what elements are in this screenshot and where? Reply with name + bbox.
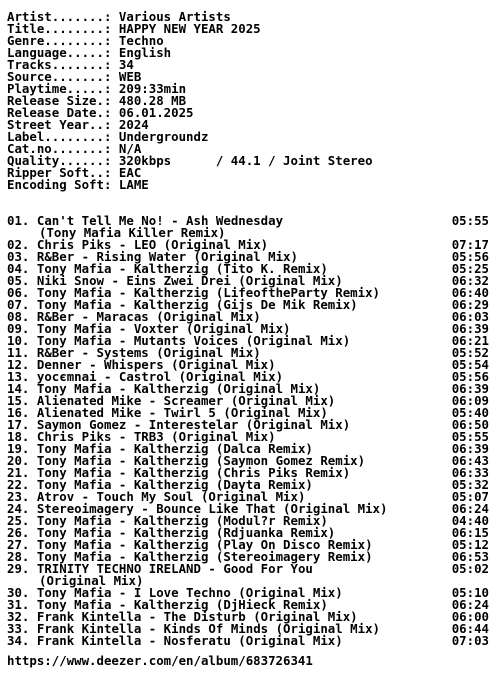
track-number: 28. (7, 549, 30, 564)
info-separator: : (103, 165, 119, 180)
track-duration: 05:10 (451, 585, 489, 600)
track-title: Atrov - Touch My Soul (Original Mix) (36, 489, 306, 504)
track-number: 27. (7, 537, 30, 552)
info-separator: : (103, 177, 119, 192)
track-duration: 07:03 (451, 633, 489, 648)
track-duration: 06:50 (451, 417, 489, 432)
track-title: Niki Snow - Eins Zwei Drei (Original Mix) (36, 273, 343, 288)
info-separator: : (103, 9, 119, 24)
track-duration: 05:54 (451, 357, 489, 372)
track-title-line (7, 635, 343, 647)
track-title: Stereoimagery - Bounce Like That (Original Mix) (36, 501, 388, 516)
track-number: 34. (7, 633, 30, 648)
info-value: 320kbps / 44.1 / Joint Stereo (118, 153, 373, 168)
info-label: Street Year.. (7, 117, 104, 132)
track-subtitle: (Tony Mafia Killer Remix) (39, 225, 226, 240)
track-duration: 06:39 (451, 441, 489, 456)
track-number: 10. (7, 333, 30, 348)
track-number: 03. (7, 249, 30, 264)
info-separator: : (103, 141, 119, 156)
info-value: EAC (118, 165, 142, 180)
info-value: 06.01.2025 (118, 105, 194, 120)
track-duration: 05:56 (451, 369, 489, 384)
track-title: Tony Mafia - Kaltherzig (Gijs De Mik Remix) (36, 297, 358, 312)
info-separator: : (103, 117, 119, 132)
track-duration: 05:55 (451, 213, 489, 228)
nfo-document (7, 11, 489, 667)
track-title: Tony Mafia - Kaltherzig (Chris Piks Remix) (36, 465, 351, 480)
track-duration: 05:32 (451, 477, 489, 492)
track-number: 05. (7, 273, 30, 288)
info-label: Label........ (7, 129, 104, 144)
info-label: Encoding Soft (7, 177, 104, 192)
track-duration: 06:44 (451, 621, 489, 636)
track-title: Tony Mafia - Kaltherzig (Dalca Remix) (36, 441, 313, 456)
track-duration: 06:03 (451, 309, 489, 324)
info-label: Title........ (7, 21, 104, 36)
track-title: Saymon Gomez - Interestelar (Original Mix) (36, 417, 351, 432)
track-title: Tony Mafia - Kaltherzig (Modul?r Remix) (36, 513, 328, 528)
info-label: Release Size. (7, 93, 104, 108)
track-duration: 06:40 (451, 285, 489, 300)
track-title: Tony Mafia - Kaltherzig (Tito K. Remix) (36, 261, 328, 276)
track-duration: 06:15 (451, 525, 489, 540)
info-label: Release Date. (7, 105, 104, 120)
track-title: Can't Tell Me No! - Ash Wednesday (36, 213, 284, 228)
track-title: Tony Mafia - Kaltherzig (Play On Disco Remix) (36, 537, 373, 552)
info-separator: : (103, 21, 119, 36)
info-label: Tracks....... (7, 57, 104, 72)
track-duration: 06:21 (451, 333, 489, 348)
track-duration: 06:32 (451, 273, 489, 288)
track-duration: 06:29 (451, 297, 489, 312)
info-label: Quality...... (7, 153, 104, 168)
info-value: 34 (118, 57, 134, 72)
track-number: 13. (7, 369, 30, 384)
track-number: 24. (7, 501, 30, 516)
info-separator: : (103, 153, 119, 168)
info-value: LAME (118, 177, 149, 192)
track-number: 17. (7, 417, 30, 432)
track-duration: 06:33 (451, 465, 489, 480)
track-number: 30. (7, 585, 30, 600)
track-title: Frank Kintella - The Disturb (Original Mix) (36, 609, 358, 624)
info-label: Playtime..... (7, 81, 104, 96)
track-title: TRINITY TECHNO IRELAND - Good For You (36, 561, 313, 576)
info-line (7, 179, 489, 191)
track-title: R&Ber - Rising Water (Original Mix) (36, 249, 298, 264)
track-title: Tony Mafia - Kaltherzig (Saymon Gomez Remix) (36, 453, 366, 468)
track-title: Tony Mafia - Mutants Voices (Original Mix) (36, 333, 351, 348)
track-number: 15. (7, 393, 30, 408)
tracklist (7, 215, 489, 647)
track-number: 19. (7, 441, 30, 456)
track-number: 12. (7, 357, 30, 372)
track-duration: 06:43 (451, 453, 489, 468)
track-number: 33. (7, 621, 30, 636)
track-number: 01. (7, 213, 30, 228)
track-duration: 05:56 (451, 249, 489, 264)
track-title: Tony Mafia - Kaltherzig (LifeoftheParty Remix) (36, 285, 381, 300)
track-title: R&Ber - Systems (Original Mix) (36, 345, 261, 360)
track-number: 31. (7, 597, 30, 612)
release-info-block (7, 11, 489, 191)
track-number: 32. (7, 609, 30, 624)
track-title: Frank Kintella - Kinds Of Minds (Original Mix) (36, 621, 381, 636)
track-duration: 06:39 (451, 381, 489, 396)
track-title: Denner - Whispers (Original Mix) (36, 357, 276, 372)
info-separator: : (103, 33, 119, 48)
track-number: 23. (7, 489, 30, 504)
source-url[interactable]: https://www.deezer.com/en/album/683726341 (7, 653, 313, 668)
track-number: 06. (7, 285, 30, 300)
info-label: Cat.no....... (7, 141, 104, 156)
track-title: Tony Mafia - Kaltherzig (Dayta Remix) (36, 477, 313, 492)
track-duration: 06:24 (451, 501, 489, 516)
info-value: Techno (118, 33, 164, 48)
info-separator: : (103, 93, 119, 108)
track-duration: 05:02 (451, 561, 489, 576)
track-duration: 07:17 (451, 237, 489, 252)
track-number: 04. (7, 261, 30, 276)
track-duration: 06:53 (451, 549, 489, 564)
track-duration: 05:25 (451, 261, 489, 276)
track-title: Tony Mafia - Kaltherzig (Original Mix) (36, 381, 321, 396)
info-label: Artist....... (7, 9, 104, 24)
track-duration: 05:55 (451, 429, 489, 444)
info-value: 480.28 MB (118, 93, 187, 108)
track-duration: 06:39 (451, 321, 489, 336)
track-title: Alienated Mike - Twirl 5 (Original Mix) (36, 405, 328, 420)
track-duration: 05:12 (451, 537, 489, 552)
track-title: Chris Piks - LEO (Original Mix) (36, 237, 269, 252)
track-number: 29. (7, 561, 30, 576)
track-title: Alienated Mike - Screamer (Original Mix) (36, 393, 336, 408)
track-number: 20. (7, 453, 30, 468)
track-number: 02. (7, 237, 30, 252)
section-gap (7, 191, 489, 215)
info-value: English (118, 45, 172, 60)
track-number: 21. (7, 465, 30, 480)
info-value: WEB (118, 69, 142, 84)
info-separator: : (103, 57, 119, 72)
info-value: 209:33min (118, 81, 187, 96)
track-duration: 05:52 (451, 345, 489, 360)
info-separator: : (103, 81, 119, 96)
info-value: HAPPY NEW YEAR 2025 (118, 21, 261, 36)
info-label: Language..... (7, 45, 104, 60)
info-value: Various Artists (118, 9, 231, 24)
track-number: 11. (7, 345, 30, 360)
track-duration: 06:24 (451, 597, 489, 612)
track-title: Tony Mafia - Kaltherzig (Stereoimagery Remix) (36, 549, 373, 564)
info-label: Genre........ (7, 33, 104, 48)
track-number: 07. (7, 297, 30, 312)
track-duration: 04:40 (451, 513, 489, 528)
info-separator: : (103, 69, 119, 84)
track-number: 09. (7, 321, 30, 336)
track-number: 08. (7, 309, 30, 324)
track-duration: 06:09 (451, 393, 489, 408)
track-title: Chris Piks - TRB3 (Original Mix) (36, 429, 276, 444)
track-title: Tony Mafia - Kaltherzig (Rdjuanka Remix) (36, 525, 336, 540)
info-value: N/A (118, 141, 142, 156)
track-number: 18. (7, 429, 30, 444)
info-label: Ripper Soft.. (7, 165, 104, 180)
track-duration: 06:00 (451, 609, 489, 624)
track-title: Frank Kintella - Nosferatu (Original Mix) (36, 633, 343, 648)
track-title: Tony Mafia - Kaltherzig (DjHieck Remix) (36, 597, 328, 612)
info-separator: : (103, 129, 119, 144)
track-number: 22. (7, 477, 30, 492)
track-title: Tony Mafia - Voxter (Original Mix) (36, 321, 291, 336)
track-number: 26. (7, 525, 30, 540)
info-separator: : (103, 105, 119, 120)
track-title: уосєmnai - Castrol (Original Mix) (36, 369, 284, 384)
track-number: 25. (7, 513, 30, 528)
info-value: Undergroundz (118, 129, 209, 144)
track-number: 14. (7, 381, 30, 396)
info-separator: : (103, 45, 119, 60)
info-value: 2024 (118, 117, 149, 132)
track-title: R&Ber - Maracas (Original Mix) (36, 309, 261, 324)
track-duration: 05:40 (451, 405, 489, 420)
info-label: Source....... (7, 69, 104, 84)
track-number: 16. (7, 405, 30, 420)
track-title: Tony Mafia - I Love Techno (Original Mix) (36, 585, 343, 600)
track-subtitle: (Original Mix) (39, 573, 144, 588)
track-row (7, 635, 489, 647)
track-duration: 05:07 (451, 489, 489, 504)
